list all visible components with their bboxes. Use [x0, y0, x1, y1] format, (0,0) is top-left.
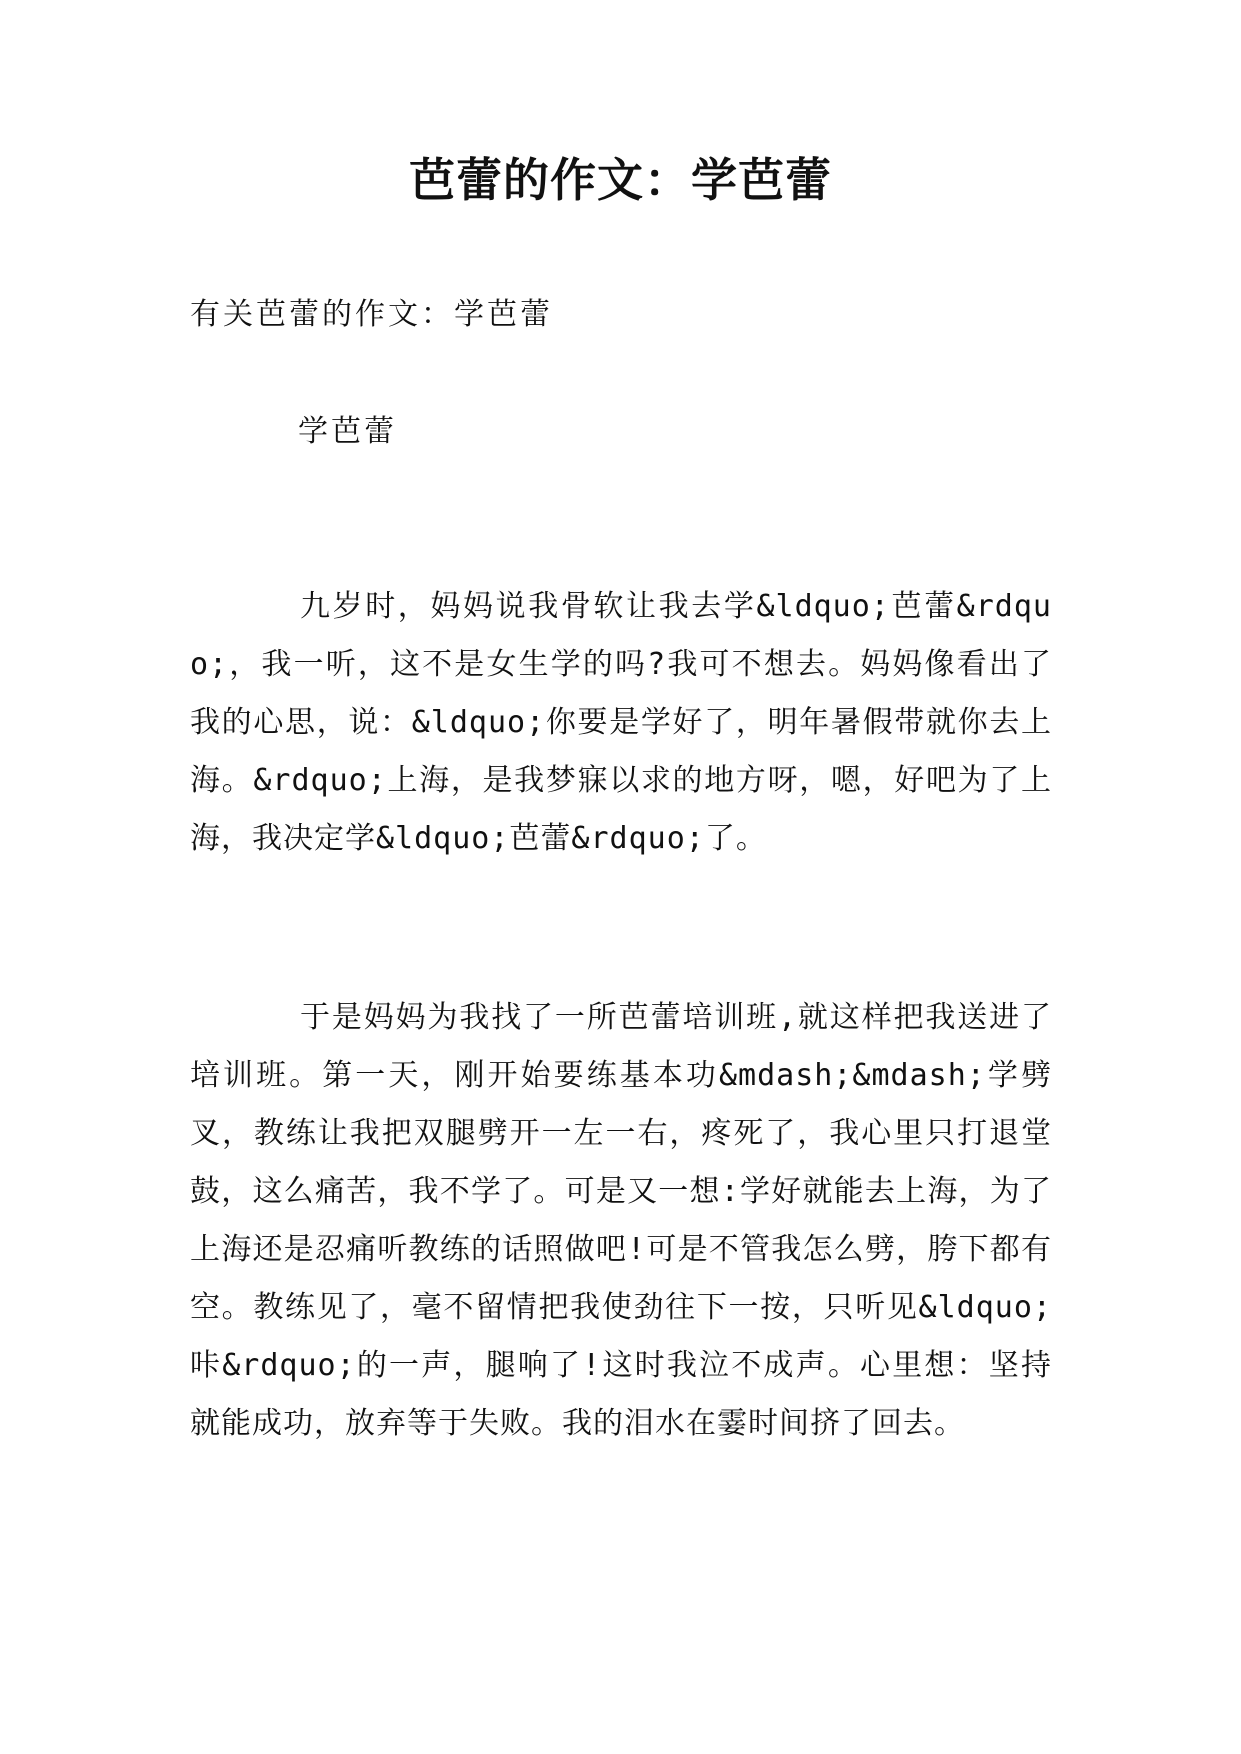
document-title: 芭蕾的作文：学芭蕾 [409, 153, 832, 207]
paragraph-2: 于是妈妈为我找了一所芭蕾培训班,就这样把我送进了培训班。第一天，刚开始要练基本功&mdash;&mdash;学劈叉，教练让我把双腿劈开一左一右，疼死了，我心里只打退堂鼓，这么痛苦，我不学了。可是又一想:学好就能去上海，为了上海还是忍痛听教练的话照做吧!可是不管我怎么劈，胯下都有空。教练见了，毫不留情把我使劲往下一按，只听见&ldquo;咔&rdquo;的一声，腿响了!这时我泣不成声。心里想：坚持就能成功，放弃等于失败。我的泪水在霎时间挤了回去。 [190, 1000, 1052, 1441]
paragraph-1: 九岁时，妈妈说我骨软让我去学&ldquo;芭蕾&rdquo;，我一听，这不是女生学的吗?我可不想去。妈妈像看出了我的心思，说：&ldquo;你要是学好了，明年暑假带就你去上海。&rdquo;上海，是我梦寐以求的地方呀，嗯，好吧为了上海，我决定学&ldquo;芭蕾&rdquo;了。 [190, 589, 1052, 856]
intro-line: 有关芭蕾的作文：学芭蕾 [190, 297, 553, 332]
essay-subtitle: 学芭蕾 [298, 414, 397, 449]
